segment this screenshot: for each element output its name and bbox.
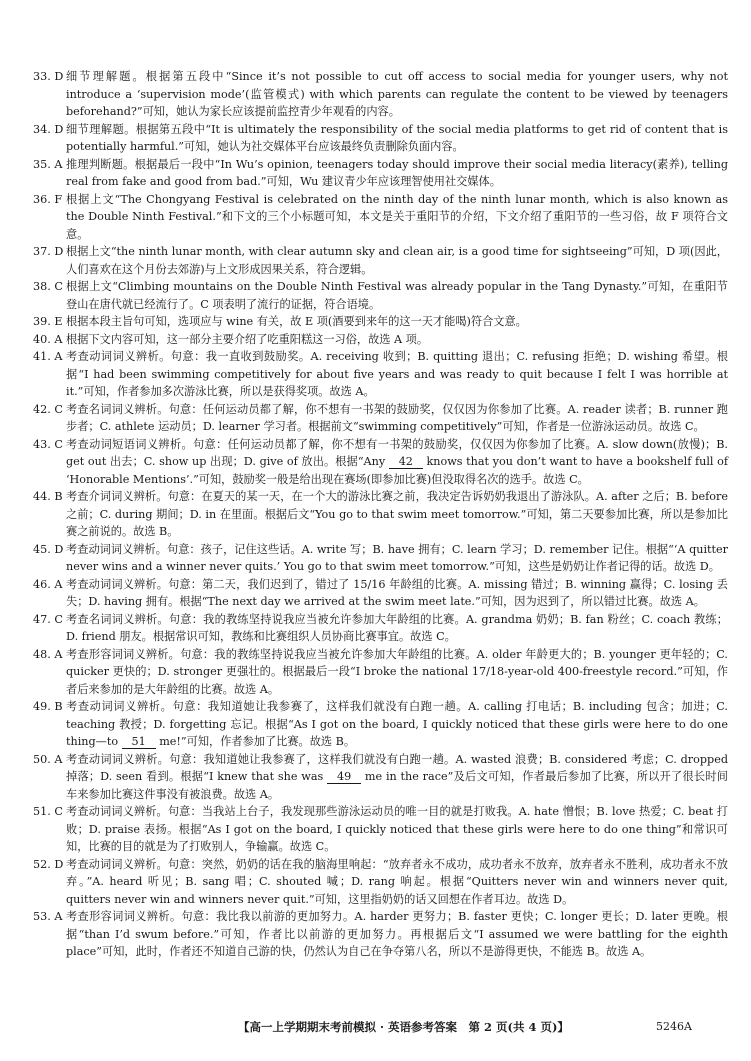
answer-explanation: 考查形容词词义辨析。句意：我比我以前游的更加努力。A. harder 更努力；B. faster 更快；C. longer 更长；D. later 更晚。根据“than I’d swum before.”可知，作者比以前游的更加努力。再根据后文“I assumed we were battling for the eighth place”可知，此时，作者还不知道自己游的快，仍然认为自己在争夺第八名，所以不是游得更快，不能选 B。故选 A。 (66, 910, 728, 958)
answer-46 (28, 576, 728, 611)
answer-number: 46. A (33, 577, 63, 591)
answer-50 (28, 751, 728, 804)
answer-explanation: 根据下文内容可知，这一部分主要介绍了吃重阳糕这一习俗，故选 A 项。 (66, 332, 429, 346)
answer-explanation: 考查动词词义辨析。句意：我一直收到鼓励奖。A. receiving 收到；B. quitting 退出；C. refusing 拒绝；D. wishing 希望。根据“I had been swimming competitively for about five years and was ready to quit because I felt I was horrible at it.”可知，作者参加多次游泳比赛，所以是获得奖项。故选 A。 (66, 350, 728, 398)
answer-explanation: 推理判断题。根据最后一段中“In Wu’s opinion, teenagers today should improve their social media literacy(素养), telling real from fake and good from bad.”可知，Wu 建议青少年应该理智使用社交媒体。 (66, 157, 728, 188)
answer-explanation: 考查动词词义辨析。句意：突然，奶奶的话在我的脑海里响起：“放弃者永不成功，成功者永不放弃，放弃者永不胜利，成功者永不放弃。”A. heard 听见；B. sang 唱；C. shouted 喊；D. rang 响起。根据“Quitters never win and winners never quit, quitters never win and winners never quit.”可知，这里指奶奶的话又回想在作者耳边。故选 D。 (66, 857, 728, 906)
answer-explanation-cont: knows that you don’t want to have a bookshelf full of ‘Honorable Mentions’.”可知，鼓励奖一般是给出现在赛场(即参加比赛)但没取得名次的选手。故选 C。 (66, 455, 729, 486)
answer-number: 47. C (33, 612, 63, 626)
answer-number: 38. C (33, 280, 63, 293)
answer-38 (28, 278, 728, 313)
answer-40 (28, 331, 728, 349)
answer-39 (28, 313, 728, 331)
answer-explanation: 考查动词词义辨析。句意：孩子，记住这些话。A. write 写；B. have 拥有；C. learn 学习；D. remember 记住。根据“‘A quitter never wins and a winner never quits.’ You go to that swim meet tomorrow.”可知，这些是奶奶让作者记得的话。故选 D。 (66, 542, 728, 573)
answer-number: 39. E (33, 315, 63, 328)
answer-number: 49. B (33, 700, 63, 713)
answer-number: 36. F (33, 192, 63, 206)
answer-explanation: 细节理解题。根据第五段中“It is ultimately the responsibility of the social media platforms to get rid of content that is potentially harmful.”可知，她认为社交媒体平台应该最终负责删除负面内容。 (66, 122, 728, 153)
page-footer (0, 1019, 751, 1041)
answer-45 (28, 541, 728, 576)
answer-explanation: 考查动词词义辨析。句意：我知道她让我参赛了，这样我们就没有白跑一趟。A. wasted 浪费；B. considered 考虑；C. dropped 掉落；D. seen 看到。根据“I knew that she was (66, 752, 728, 783)
document-code: 5246A (656, 1020, 692, 1033)
answer-34 (28, 121, 728, 156)
blank-number: 51 (122, 735, 156, 749)
answer-number: 35. A (33, 157, 63, 171)
answer-36 (28, 191, 728, 244)
answer-48 (28, 646, 728, 699)
answer-explanation: 考查动词词义辨析。句意：第二天，我们迟到了，错过了 15/16 年龄组的比赛。A. missing 错过；B. winning 赢得；C. losing 丢失；D. having 拥有。根据“The next day we arrived at the swim meet late.”可知，因为迟到了，所以错过比赛。故选 A。 (66, 577, 728, 608)
answer-list (28, 68, 728, 961)
answer-51 (28, 803, 728, 856)
answer-number: 53. A (33, 910, 63, 923)
answer-53 (28, 908, 728, 961)
answer-explanation: 根据上文“the ninth lunar month, with clear autumn sky and clean air, is a good time for sightseeing”可知，D 项(因此，人们喜欢在这个月份去郊游)与上文形成因果关系，符合逻辑。 (66, 245, 728, 276)
answer-49 (28, 698, 728, 751)
answer-number: 43. C (33, 437, 63, 451)
answer-35 (28, 156, 728, 191)
answer-number: 50. A (33, 752, 63, 766)
answer-number: 41. A (33, 350, 63, 363)
answer-explanation: 细节理解题。根据第五段中“Since it’s not possible to cut off access to social media for younger users, why not introduce a ‘supervision mode’(监管模式) with which parents can regulate the content to be viewed by teenagers beforehand?”可知，她认为家长应该提前监控青少年观看的内容。 (66, 70, 728, 118)
answer-explanation-cont: me!”可知，作者参加了比赛。故选 B。 (159, 735, 356, 748)
answer-explanation-cont: me in the race”及后文可知，作者最后参加了比赛，所以开了很长时间车来参加比赛这件事没有被浪费。故选 A。 (66, 770, 728, 801)
answer-number: 37. D (33, 245, 64, 258)
answer-explanation: 考查动词词义辨析。句意：我知道她让我参赛了，这样我们就没有白跑一趟。A. calling 打电话；B. including 包含；加进；C. teaching 教授；D. forgetting 忘记。根据“As I got on the board, I quickly noticed that these girls were here to do one thing—to (66, 700, 728, 748)
answer-43 (28, 436, 728, 489)
answer-explanation: 根据本段主旨句可知，选项应与 wine 有关，故 E 项(酒要到来年的这一天才能喝)符合文意。 (66, 315, 527, 328)
blank-number: 42 (389, 455, 423, 469)
answer-number: 45. D (33, 542, 64, 556)
answer-number: 40. A (33, 332, 63, 346)
answer-explanation: 考查形容词词义辨析。句意：我的教练坚持说我应当被允许参加大年龄组的比赛。A. older 年龄更大的；B. younger 更年轻的；C. quicker 更快的；D. stronger 更强壮的。根据最后一段“I broke the national 17/18-year-old 400-freestyle record.”可知，作者后来参加的是大年龄组的比赛。故选 A。 (66, 647, 728, 696)
answer-explanation: 考查名词词义辨析。句意：任何运动员都了解，你不想有一书架的鼓励奖，仅仅因为你参加了比赛。A. reader 读者；B. runner 跑步者；C. athlete 运动员；D. learner 学习者。根据前文“swimming competitively”可知，作者是一位游泳运动员。故选 C。 (66, 402, 728, 433)
answer-number: 34. D (33, 122, 64, 136)
answer-37 (28, 243, 728, 278)
answer-44 (28, 488, 728, 541)
answer-number: 33. D (33, 70, 64, 83)
answer-33 (28, 68, 728, 121)
answer-explanation: 考查动词短语词义辨析。句意：任何运动员都了解，你不想有一书架的鼓励奖，仅仅因为你参加了比赛。A. slow down(放慢)；B. get out 出去；C. show up 出现；D. give of 放出。根据“Any (66, 437, 728, 468)
answer-explanation: 根据上文“Climbing mountains on the Double Ninth Festival was already popular in the Tang Dynasty.”可知，在重阳节登山在唐代就已经流行了。C 项表明了流行的证据，符合语境。 (66, 280, 728, 311)
footer-title: 【高一上学期期末考前模拟 · 英语参考答案 第 2 页(共 4 页)】 (238, 1020, 569, 1034)
answer-41 (28, 348, 728, 401)
answer-number: 44. B (33, 490, 63, 503)
answer-number: 52. D (33, 857, 64, 871)
answer-42 (28, 401, 728, 436)
answer-52 (28, 856, 728, 909)
blank-number: 49 (327, 770, 361, 784)
answer-explanation: 考查动词词义辨析。句意：当我站上台子，我发现那些游泳运动员的唯一目的就是打败我。A. hate 憎恨；B. love 热爱；C. beat 打败；D. praise 表扬。根据“As I got on the board, I quickly noticed that these girls were here to do one thing”和常识可知，比赛的目的就是为了打败别人，争输赢。故选 C。 (66, 805, 728, 853)
answer-number: 42. C (33, 402, 63, 416)
answer-47 (28, 611, 728, 646)
answer-number: 48. A (33, 647, 63, 661)
answer-explanation: 根据上文“The Chongyang Festival is celebrated on the ninth day of the ninth lunar month, which is also known as the Double Ninth Festival.”和下文的三个小标题可知，本文是关于重阳节的介绍，下文介绍了重阳节的一些习俗，故 F 项符合文意。 (66, 192, 728, 241)
answer-explanation: 考查名词词义辨析。句意：我的教练坚持说我应当被允许参加大年龄组的比赛。A. grandma 奶奶；B. fan 粉丝；C. coach 教练；D. friend 朋友。根据常识可知，教练和比赛组织人员协商比赛事宜。故选 C。 (66, 612, 728, 643)
answer-number: 51. C (33, 805, 63, 818)
answer-explanation: 考查介词词义辨析。句意：在夏天的某一天，在一个大的游泳比赛之前，我决定告诉奶奶我退出了游泳队。A. after 之后；B. before 之前；C. during 期间；D. in 在里面。根据后文“You go to that swim meet tomorrow.”可知，第二天要参加比赛，所以是参加比赛之前说的。故选 B。 (66, 490, 728, 538)
